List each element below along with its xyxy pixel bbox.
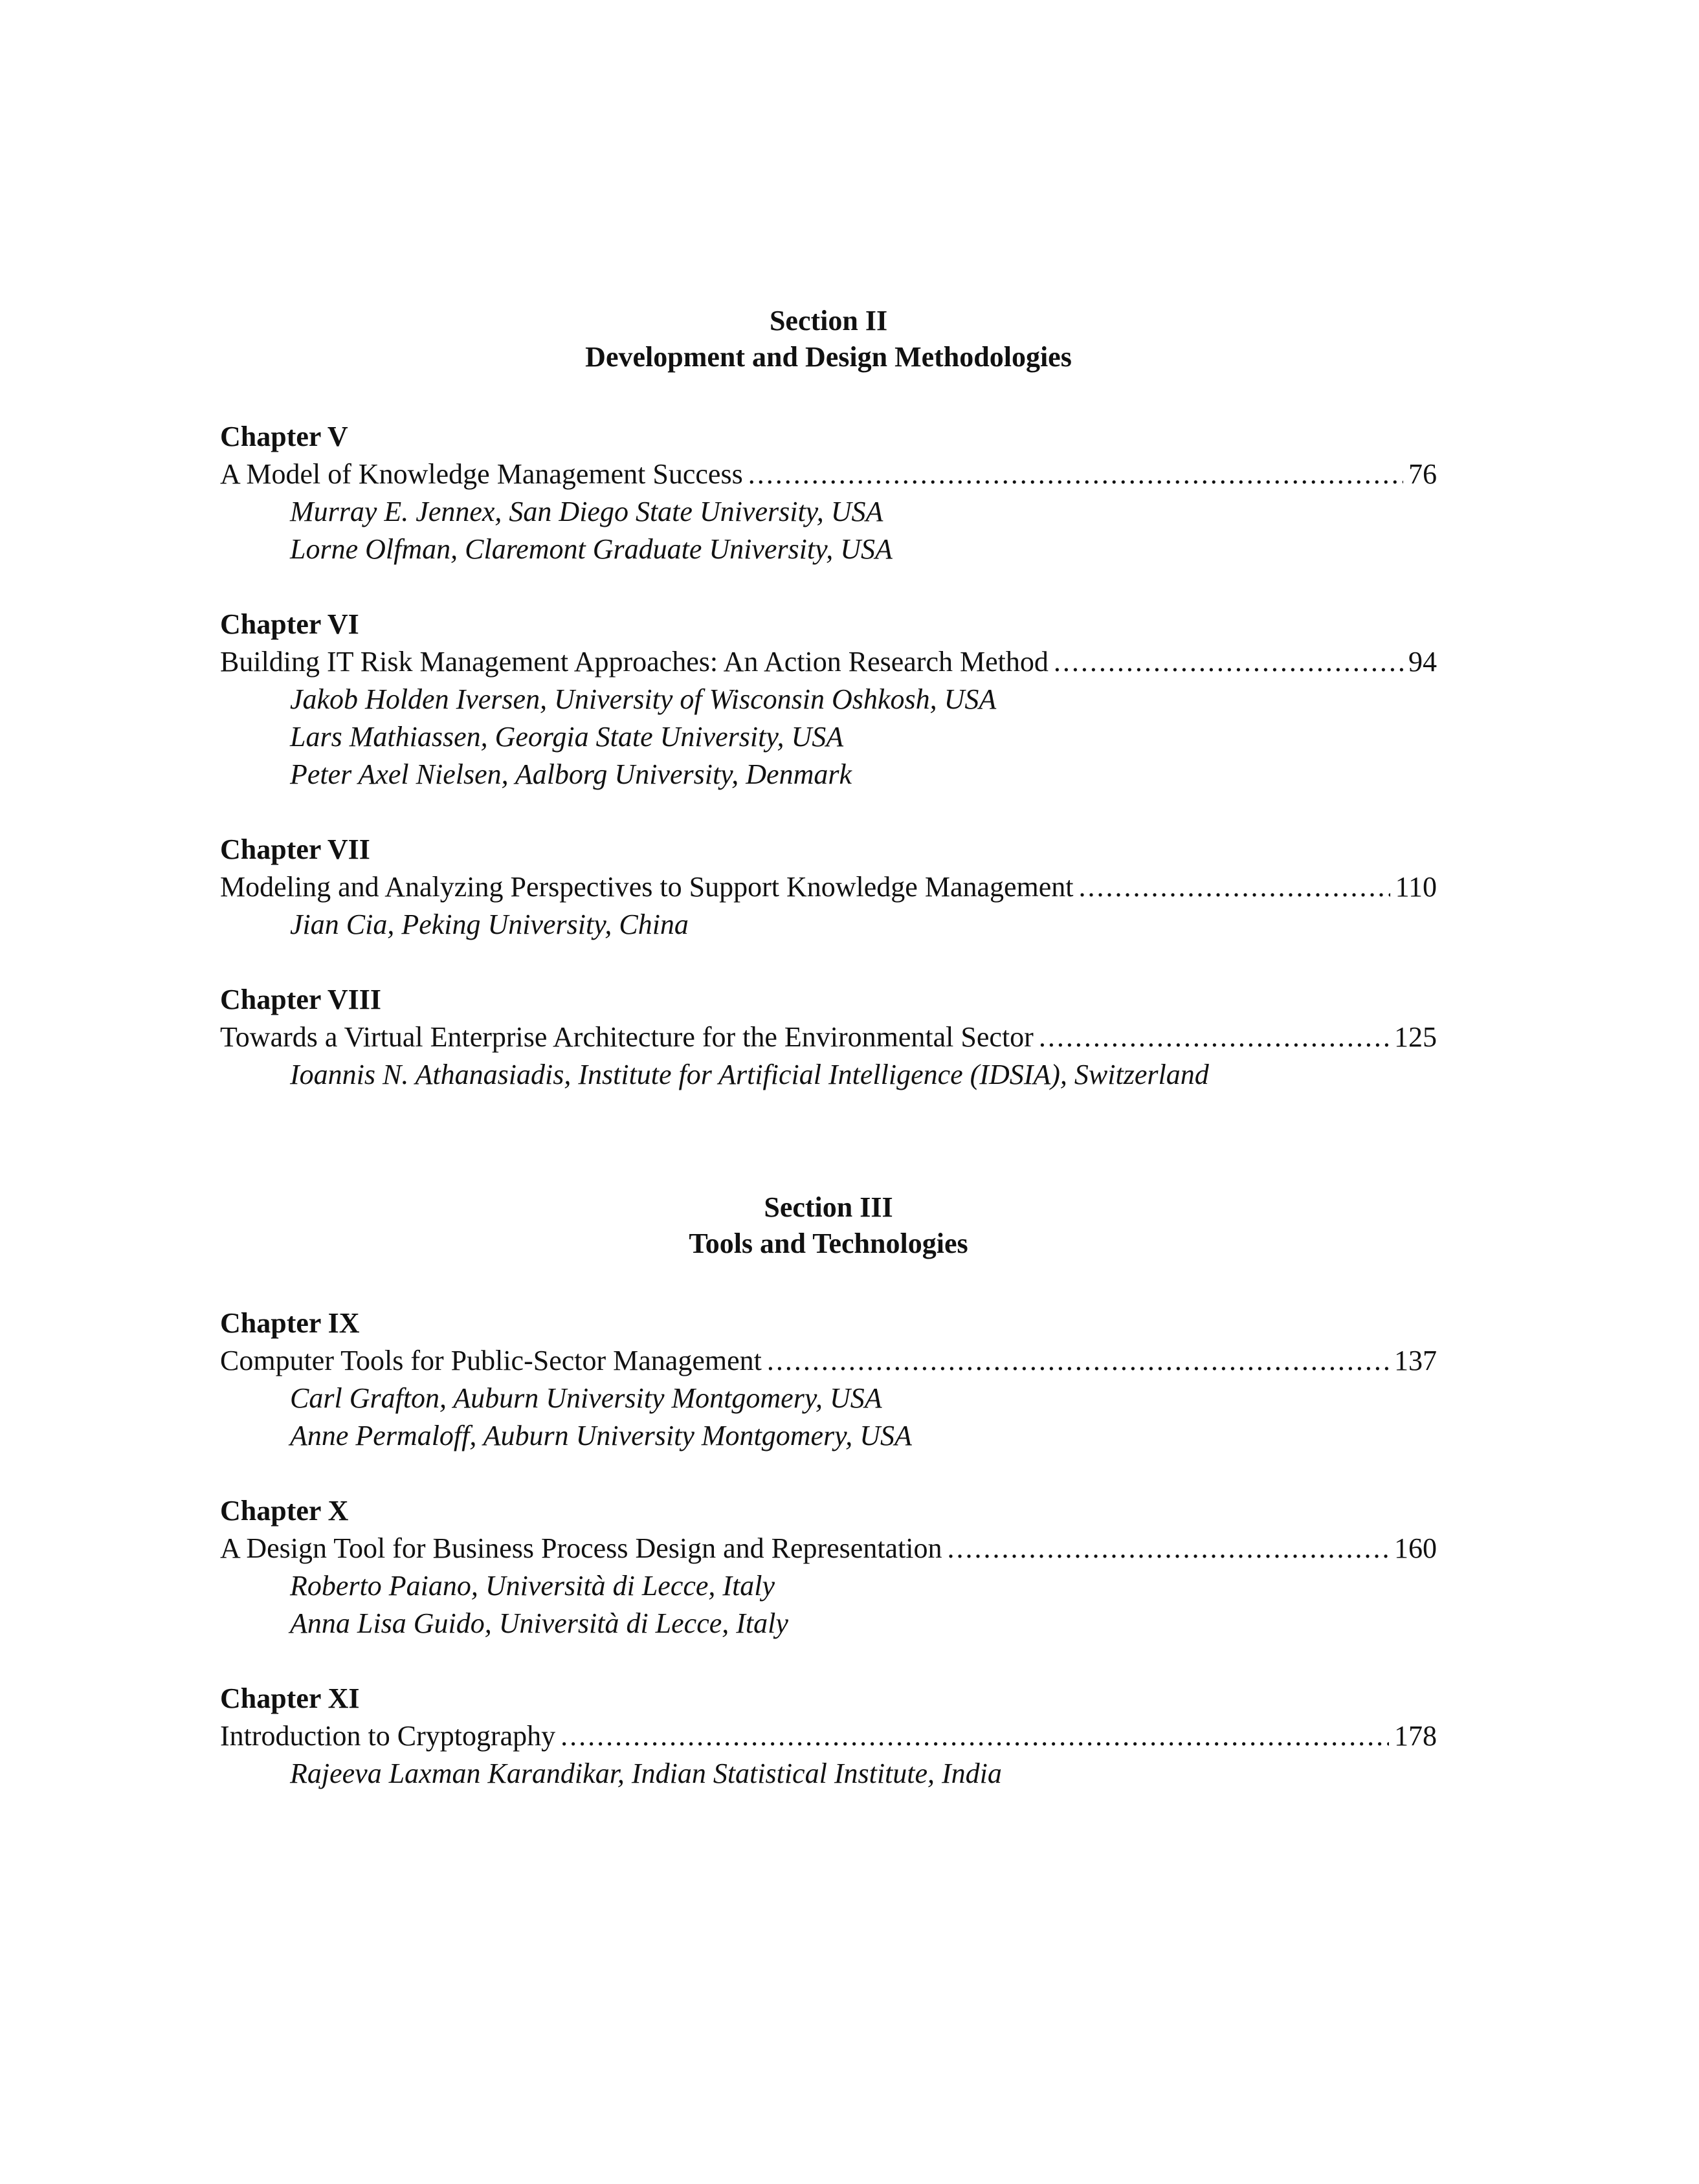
chapter-title[interactable]: Modeling and Analyzing Perspectives to Support Knowledge Management: [220, 871, 1074, 903]
chapter-entry-10: [220, 1492, 1437, 1642]
chapter-title-line[interactable]: [220, 868, 1437, 906]
toc-content: [220, 303, 1437, 1830]
section-heading: [220, 303, 1437, 375]
section-title: Development and Design Methodologies: [585, 341, 1072, 373]
dot-leader: [1054, 643, 1403, 681]
page-number[interactable]: 110: [1395, 871, 1437, 903]
section-title: Tools and Technologies: [689, 1228, 968, 1259]
author-line: Rajeeva Laxman Karandikar, Indian Statistical Institute, India: [290, 1758, 1002, 1789]
author-line: Murray E. Jennex, San Diego State University, USA: [290, 496, 883, 527]
author-line: Jian Cia, Peking University, China: [290, 909, 689, 940]
section-label: Section II: [769, 305, 888, 336]
page-number[interactable]: 178: [1394, 1720, 1437, 1752]
page-number[interactable]: 94: [1408, 646, 1437, 678]
chapter-title[interactable]: Introduction to Cryptography: [220, 1720, 556, 1752]
section-3: [220, 1189, 1437, 1792]
chapter-label: Chapter V: [220, 421, 348, 452]
chapter-title-line[interactable]: [220, 643, 1437, 681]
chapter-title-line[interactable]: [220, 456, 1437, 493]
chapter-label: Chapter VIII: [220, 984, 381, 1015]
page-number[interactable]: 76: [1408, 458, 1437, 490]
section-2: [220, 303, 1437, 1094]
chapter-label: Chapter X: [220, 1495, 349, 1527]
chapter-label: Chapter VII: [220, 833, 370, 865]
chapter-title[interactable]: Building IT Risk Management Approaches: An Action Research Method: [220, 646, 1049, 678]
chapter-title-line[interactable]: [220, 1019, 1437, 1056]
chapter-title[interactable]: Towards a Virtual Enterprise Architecture for the Environmental Sector: [220, 1021, 1034, 1053]
section-spacer: [220, 1131, 1437, 1189]
chapter-title-line[interactable]: [220, 1342, 1437, 1380]
page-number[interactable]: 137: [1394, 1345, 1437, 1376]
chapter-entry-9: [220, 1305, 1437, 1455]
chapter-label: Chapter IX: [220, 1307, 360, 1339]
chapter-entry-5: [220, 418, 1437, 568]
chapter-label: Chapter XI: [220, 1682, 360, 1714]
author-line: Carl Grafton, Auburn University Montgomery, USA: [290, 1382, 882, 1414]
page-number[interactable]: 160: [1394, 1532, 1437, 1564]
dot-leader: [767, 1342, 1389, 1380]
chapter-title[interactable]: A Design Tool for Business Process Design and Representation: [220, 1532, 942, 1564]
dot-leader: [561, 1717, 1389, 1755]
chapter-entry-11: [220, 1680, 1437, 1792]
author-line: Ioannis N. Athanasiadis, Institute for Artificial Intelligence (IDSIA), Switzerland: [290, 1059, 1209, 1090]
author-line: Anna Lisa Guido, Università di Lecce, Italy: [290, 1607, 788, 1639]
chapter-entry-8: [220, 981, 1437, 1094]
chapter-entry-7: [220, 831, 1437, 943]
dot-leader: [948, 1530, 1389, 1567]
chapter-entry-6: [220, 606, 1437, 793]
chapter-label: Chapter VI: [220, 608, 359, 640]
chapter-title-line[interactable]: [220, 1530, 1437, 1567]
section-label: Section III: [764, 1191, 893, 1223]
dot-leader: [1079, 868, 1390, 906]
author-line: Lars Mathiassen, Georgia State University, USA: [290, 721, 844, 753]
author-line: Peter Axel Nielsen, Aalborg University, Denmark: [290, 758, 852, 790]
chapter-title-line[interactable]: [220, 1717, 1437, 1755]
author-line: Lorne Olfman, Claremont Graduate University, USA: [290, 533, 893, 565]
dot-leader: [1039, 1019, 1389, 1056]
author-line: Anne Permaloff, Auburn University Montgomery, USA: [290, 1420, 912, 1451]
chapter-title[interactable]: A Model of Knowledge Management Success: [220, 458, 743, 490]
section-heading: [220, 1189, 1437, 1262]
chapter-title[interactable]: Computer Tools for Public-Sector Management: [220, 1345, 762, 1376]
author-line: Jakob Holden Iversen, University of Wisconsin Oshkosh, USA: [290, 683, 997, 715]
page-number[interactable]: 125: [1394, 1021, 1437, 1053]
dot-leader: [748, 456, 1403, 493]
author-line: Roberto Paiano, Università di Lecce, Italy: [290, 1570, 775, 1602]
